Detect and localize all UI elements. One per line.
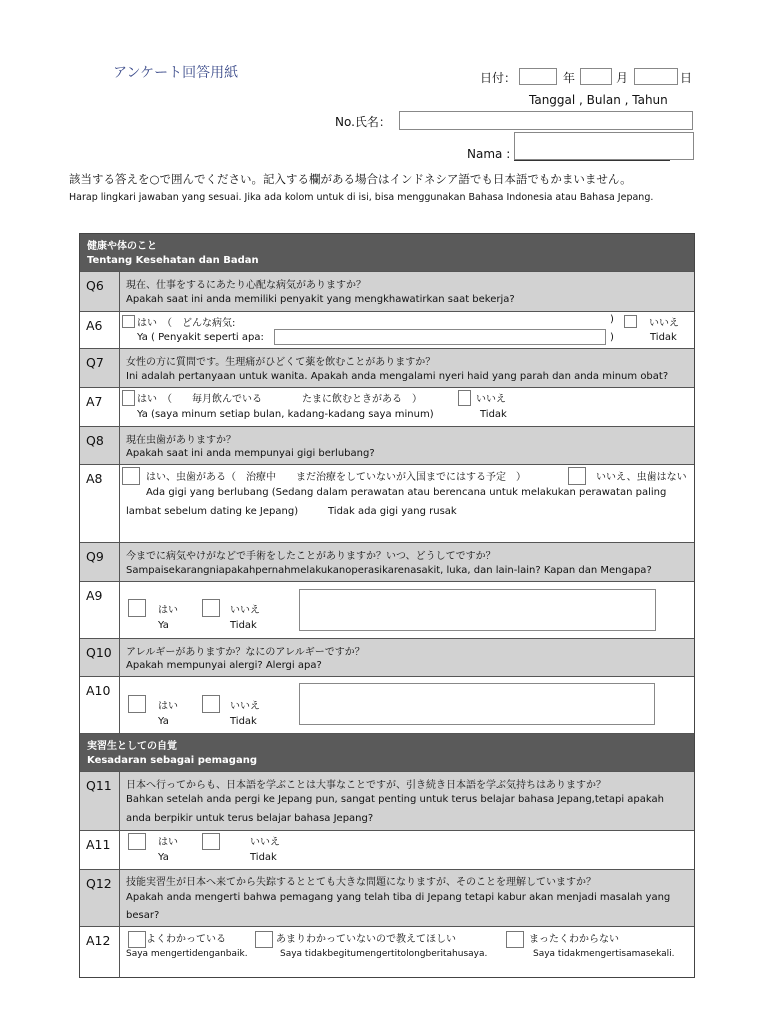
- answer-row-a6: [80, 311, 694, 348]
- checkbox-yes[interactable]: [122, 315, 135, 328]
- day-field[interactable]: [634, 68, 678, 85]
- section-aware-jp: 実習生としての自覚: [87, 741, 177, 752]
- checkbox-yes[interactable]: [122, 390, 135, 406]
- question-text-id: Apakah saat ini anda mempunyai gigi berlubang?: [126, 448, 375, 459]
- option-1-id: Saya mengertidenganbaik.: [126, 949, 248, 959]
- checkbox-no[interactable]: [568, 467, 586, 485]
- checkbox-option-1[interactable]: [128, 931, 146, 948]
- year-field[interactable]: [519, 68, 557, 85]
- question-text-id: Apakah saat ini anda memiliki penyakit yang mengkhawatirkan saat bekerja?: [126, 294, 515, 305]
- question-text-jp: アレルギーがありますか？なにのアレルギーですか？: [126, 647, 365, 658]
- question-text-id: Ini adalah pertanyaan untuk wanita. Apakah anda mengalami nyeri haid yang parah dan anda minum obat?: [126, 371, 669, 382]
- checkbox-yes[interactable]: [128, 833, 146, 850]
- name-label-id: Nama :: [467, 147, 511, 161]
- answer-code: A9: [80, 582, 120, 638]
- option-no-id: Tidak: [230, 716, 257, 727]
- checkbox-no[interactable]: [202, 695, 220, 713]
- section-aware-id: Kesadaran sebagai pemagang: [87, 755, 257, 766]
- month-label: 月: [616, 71, 629, 85]
- question-code: Q11: [80, 772, 120, 830]
- question-code: Q12: [80, 870, 120, 926]
- name-field-id[interactable]: [514, 132, 694, 160]
- surgery-details-input[interactable]: [299, 589, 656, 631]
- answer-row-a9: [80, 581, 694, 638]
- option-yes-id: Ya: [158, 716, 169, 727]
- day-label: 日: [680, 71, 693, 85]
- option-yes-jp: はい: [158, 605, 178, 616]
- answer-code: A10: [80, 677, 120, 733]
- option-yes-jp: はい （ どんな病気:: [137, 318, 236, 329]
- question-row-q12: [80, 869, 694, 926]
- month-field[interactable]: [580, 68, 612, 85]
- checkbox-yes[interactable]: [128, 695, 146, 713]
- name-field-jp[interactable]: [399, 111, 693, 130]
- option-yes-id: Ya ( Penyakit seperti apa:: [137, 332, 264, 343]
- option-yes-id: Ya (saya minum setiap bulan, kadang-kadang saya minum): [137, 409, 434, 420]
- checkbox-no[interactable]: [624, 315, 637, 328]
- name-underline: [514, 160, 670, 161]
- question-row-q11: [80, 771, 694, 830]
- option-no-id: Tidak: [650, 332, 677, 343]
- question-text-jp: 現在虫歯がありますか？: [126, 435, 236, 446]
- checkbox-no[interactable]: [202, 599, 220, 617]
- answer-row-a11: [80, 830, 694, 869]
- question-code: Q7: [80, 349, 120, 387]
- option-yes-id-line2: lambat sebelum dating ke Jepang): [126, 506, 299, 517]
- close-paren: ): [610, 314, 614, 325]
- section-header-health: [80, 234, 694, 271]
- question-text-id: Apakah mempunyai alergi? Alergi apa?: [126, 660, 322, 671]
- option-3-id: Saya tidakmengertisamasekali.: [533, 949, 675, 959]
- name-label-jp: No.氏名：: [335, 115, 391, 129]
- question-row-q7: [80, 348, 694, 387]
- option-no-id: Tidak: [250, 852, 277, 863]
- option-no-jp: いいえ: [230, 701, 260, 712]
- checkbox-yes[interactable]: [128, 599, 146, 617]
- answer-row-a10: [80, 676, 694, 733]
- illness-input[interactable]: [274, 329, 606, 345]
- question-code: Q6: [80, 272, 120, 311]
- question-text-jp: 現在、仕事をするにあたり心配な病気がありますか？: [126, 280, 366, 291]
- option-no-jp: いいえ: [230, 605, 260, 616]
- questionnaire-table: [79, 233, 695, 978]
- option-2-id: Saya tidakbegitumengertitolongberitahusaya.: [280, 949, 488, 959]
- close-paren-2: ): [610, 332, 614, 343]
- checkbox-option-2[interactable]: [255, 931, 273, 948]
- option-yes-id: Ya: [158, 620, 169, 631]
- question-row-q6: [80, 271, 694, 311]
- checkbox-no[interactable]: [202, 833, 220, 850]
- question-text-id-2: besar?: [126, 910, 160, 921]
- form-title: アンケート回答用紙: [113, 65, 239, 81]
- question-text-jp: 日本へ行ってからも、日本語を学ぶことは大事なことですが、引き続き日本語を学ぶ気持ちはありますか？: [126, 780, 606, 791]
- option-no-id: Tidak: [480, 409, 507, 420]
- answer-code: A11: [80, 831, 120, 869]
- section-health-jp: 健康や体のこと: [87, 241, 157, 252]
- option-yes-jp: はい: [158, 837, 178, 848]
- question-row-q9: [80, 542, 694, 581]
- checkbox-option-3[interactable]: [506, 931, 524, 948]
- question-text-jp: 女性の方に質問です。生理痛がひどくて薬を飲むことがありますか？: [126, 357, 436, 368]
- date-label: 日付：: [480, 71, 517, 85]
- option-no-jp: いいえ: [250, 837, 280, 848]
- question-text-id: Sampaisekarangniapakahpernahmelakukanoperasikarenasakit, luka, dan lain-lain? Kapan dan Mengapa?: [126, 565, 652, 576]
- option-yes-id: Ya: [158, 852, 169, 863]
- answer-row-a12: [80, 926, 694, 978]
- instruction-jp: 該当する答えを○で囲んでください。記入する欄がある場合はインドネシア語でも日本語でもかまいません。: [69, 172, 632, 186]
- section-header-awareness: [80, 733, 694, 771]
- question-code: Q10: [80, 639, 120, 676]
- allergy-details-input[interactable]: [299, 683, 655, 725]
- option-2-jp: あまりわかっていないので教えてほしい: [276, 934, 456, 945]
- question-text-jp: 技能実習生が日本へ来てから失踪するととても大きな問題になりますが、そのことを理解していますか？: [126, 877, 596, 888]
- answer-code: A7: [80, 388, 120, 426]
- question-text-jp: 今までに病気やけがなどで手術をしたことがありますか？いつ、どうしてですか？: [126, 551, 496, 562]
- question-text-id-2: anda berpikir untuk terus belajar bahasa Jepang?: [126, 813, 374, 824]
- option-no-jp: いいえ: [476, 394, 506, 405]
- option-no-id: Tidak ada gigi yang rusak: [328, 506, 457, 517]
- section-health-id: Tentang Kesehatan dan Badan: [87, 255, 259, 266]
- question-text-id-1: Apakah anda mengerti bahwa pemagang yang telah tiba di Jepang tetapi kabur akan menjadi masalah yang: [126, 892, 671, 903]
- date-sub-label: Tanggal , Bulan , Tahun: [529, 93, 668, 107]
- checkbox-yes[interactable]: [122, 467, 140, 485]
- option-1-jp: よくわかっている: [146, 934, 226, 945]
- question-code: Q8: [80, 427, 120, 464]
- option-yes-jp: はい （ 毎月飲んでいる たまに飲むときがある ）: [137, 394, 422, 405]
- answer-code: A12: [80, 927, 120, 978]
- option-3-jp: まったくわからない: [529, 934, 619, 945]
- year-label: 年: [563, 71, 576, 85]
- option-no-id: Tidak: [230, 620, 257, 631]
- question-text-id-1: Bahkan setelah anda pergi ke Jepang pun, sangat penting untuk terus belajar bahasa Jepang,tetapi apakah: [126, 794, 664, 805]
- answer-code: A6: [80, 312, 120, 348]
- question-row-q10: [80, 638, 694, 676]
- answer-row-a8: [80, 464, 694, 542]
- option-yes-jp: はい: [158, 701, 178, 712]
- question-code: Q9: [80, 543, 120, 581]
- answer-code: A8: [80, 465, 120, 542]
- option-no-jp: いいえ、虫歯はない: [596, 472, 687, 483]
- option-yes-id-line1: Ada gigi yang berlubang (Sedang dalam perawatan atau berencana untuk melakukan perawatan paling: [146, 487, 667, 498]
- option-no-jp: いいえ: [649, 318, 679, 329]
- checkbox-no[interactable]: [458, 390, 471, 406]
- instruction-id: Harap lingkari jawaban yang sesuai. Jika ada kolom untuk di isi, bisa menggunakan Bahasa Indonesia atau Bahasa Jepang.: [69, 192, 654, 203]
- question-row-q8: [80, 426, 694, 464]
- option-yes-jp: はい、虫歯がある（ 治療中 まだ治療をしていないが入国までにはする予定 ）: [146, 472, 526, 483]
- answer-row-a7: [80, 387, 694, 426]
